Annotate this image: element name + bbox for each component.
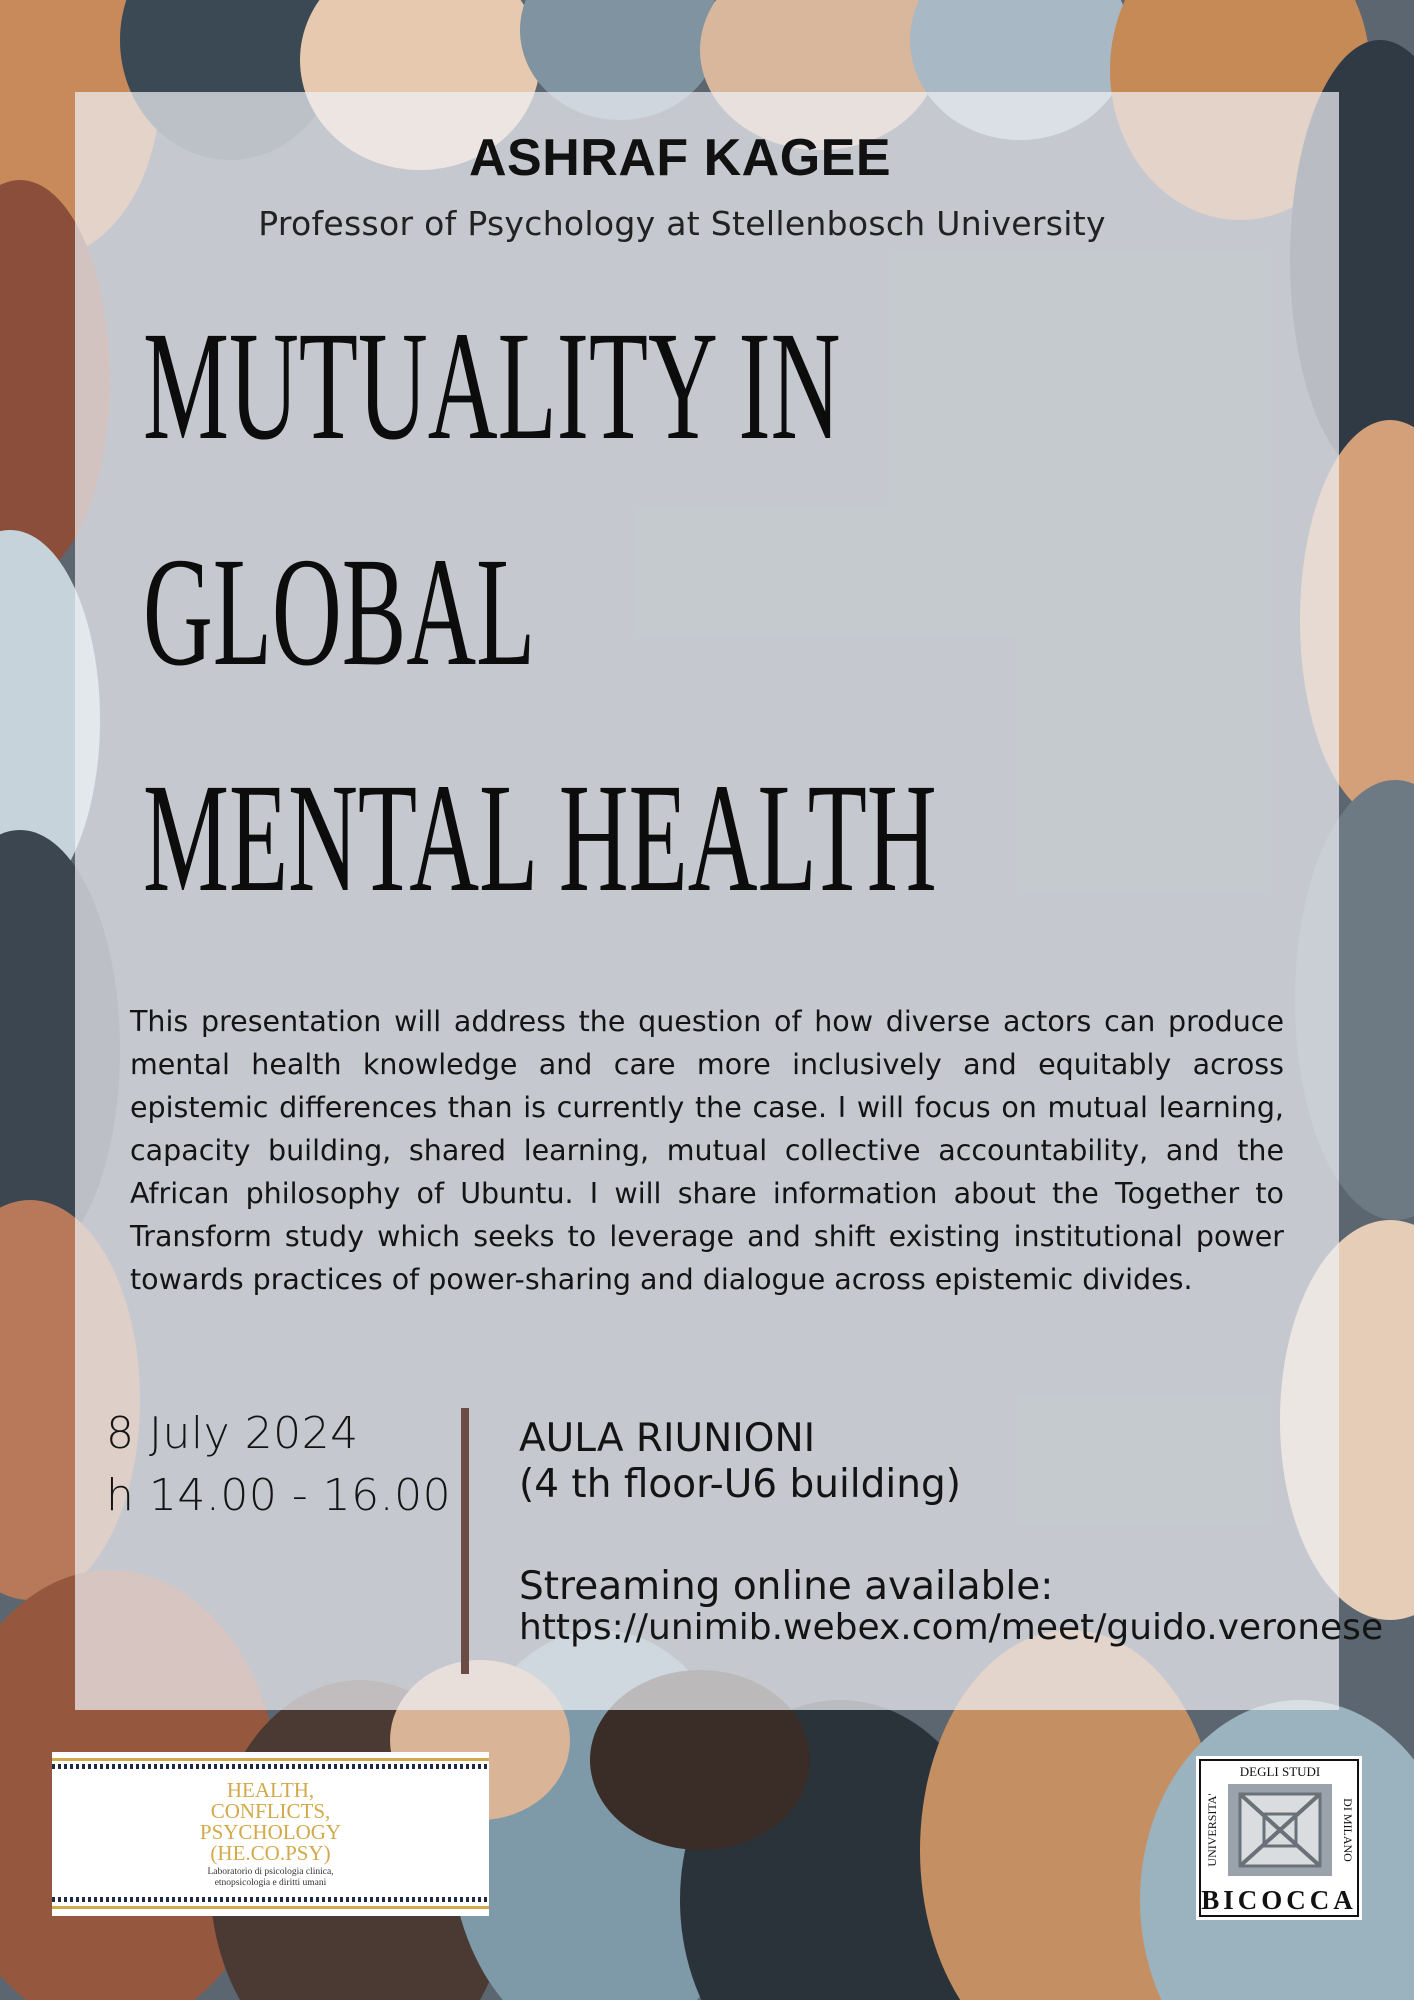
lab-name-line-3: PSYCHOLOGY [199,1820,342,1844]
abstract-paragraph: This presentation will address the question of how diverse actors can produce mental health knowledge and care more inclusively and equitably across epistemic differences than is currently the case. I will focus on mutual learning, capacity building, shared learning, mutual collective accountability, and the African philosophy of Ubuntu. I will share information about the Together to Transform study which seeks to leverage and shift existing institutional power towards practices of power-sharing and dialogue across epistemic divides. [130,1005,1284,1296]
lab-name-line-4: (HE.CO.PSY) [210,1841,331,1865]
event-time: h 14.00 - 16.00 [106,1470,452,1521]
event-date: 8 July 2024 [106,1408,359,1459]
speaker-name: ASHRAF KAGEE [468,129,892,187]
speaker-role: Professor of Psychology at Stellenbosch University [258,204,1106,243]
title-line-2: GLOBAL [143,525,536,698]
stream-label: Streaming online available: [519,1564,1054,1609]
logo-gold-rule-top [52,1758,489,1761]
lab-subtitle-line-2: etnopsicologia e diritti umani [214,1878,327,1888]
logo-gold-rule-bottom [52,1906,489,1909]
logo-pattern-bottom [52,1897,489,1902]
heco-psy-lab-logo [52,1752,489,1916]
title-line-1: MUTUALITY IN [143,299,841,472]
university-name: BICOCCA [1201,1885,1357,1915]
university-bicocca-logo [1196,1756,1362,1920]
lab-subtitle-line-1: Laboratorio di psicologia clinica, [207,1867,334,1877]
svg-text:UNIVERSITA': UNIVERSITA' [1205,1793,1219,1867]
svg-text:DI MILANO: DI MILANO [1341,1798,1355,1862]
lab-name-line-1: HEALTH, [226,1778,315,1802]
lab-name-line-2: CONFLICTS, [210,1799,331,1823]
venue-detail: (4 th floor-U6 building) [519,1462,961,1507]
venue-name: AULA RIUNIONI [519,1416,816,1461]
stream-url-link[interactable]: https://unimib.webex.com/meet/guido.veronese [519,1607,1384,1648]
title-line-3: MENTAL HEALTH [143,751,937,924]
logo-pattern-top [52,1764,489,1769]
vertical-divider [461,1408,469,1674]
svg-text:DEGLI STUDI: DEGLI STUDI [1239,1764,1321,1779]
